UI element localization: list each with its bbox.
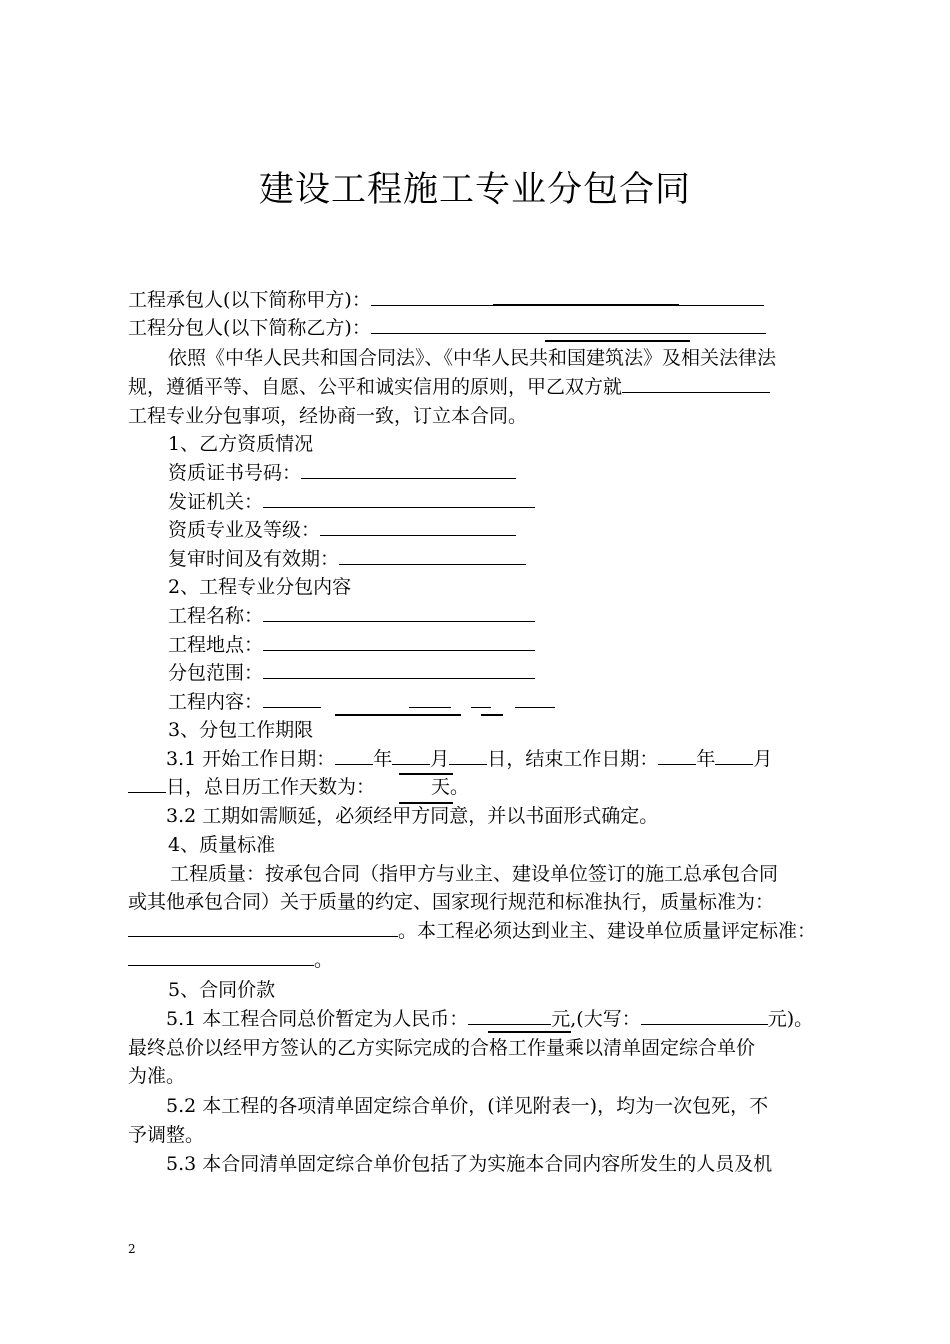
party-b-line <box>128 314 766 342</box>
end-year-unit: 年 <box>696 748 716 770</box>
project-name-blank[interactable] <box>622 374 770 393</box>
project-location-field[interactable] <box>263 632 535 651</box>
total-days-overline <box>399 773 453 775</box>
start-day-blank[interactable] <box>449 746 487 765</box>
unit-price-line-2: 予调整。 <box>128 1124 205 1146</box>
end-month-blank[interactable] <box>715 746 753 765</box>
intro-line-2 <box>128 373 770 401</box>
start-date-line <box>166 745 772 773</box>
extension-line: 3.2 工期如需顺延，必须经甲方同意，并以书面形式确定。 <box>166 805 659 827</box>
review-label: 复审时间及有效期： <box>168 548 340 570</box>
intro-line-3: 工程专业分包事项，经协商一致，订立本合同。 <box>128 405 528 427</box>
cert-no-line <box>168 459 516 487</box>
work-content-blank-2[interactable] <box>409 689 451 708</box>
content-overline-2 <box>481 714 503 716</box>
end-year-blank[interactable] <box>658 746 696 765</box>
document-title: 建设工程施工专业分包合同 <box>258 170 691 210</box>
party-a-blank[interactable] <box>371 287 493 306</box>
scope-line <box>168 659 535 687</box>
total-days-label: ，总日历工作天数为： <box>185 776 376 798</box>
quality-line-2: 或其他承包合同）关于质量的约定、国家现行规范和标准执行，质量标准为： <box>128 891 775 913</box>
section-1-heading: 1、乙方资质情况 <box>168 433 314 455</box>
intro-line-2-text: 规，遵循平等、自愿、公平和诚实信用的原则，甲乙双方就 <box>128 376 623 398</box>
start-month-unit: 月 <box>430 748 450 770</box>
project-location-line <box>168 631 535 659</box>
review-blank[interactable] <box>339 546 526 565</box>
section-2-heading: 2、工程专业分包内容 <box>168 576 352 598</box>
cert-no-blank[interactable] <box>301 460 516 479</box>
scope-label: 分包范围： <box>168 662 264 684</box>
project-name-line <box>168 602 535 630</box>
work-content-label: 工程内容： <box>168 691 264 713</box>
quality-line-4-end: 。 <box>314 949 334 971</box>
end-day-blank[interactable] <box>128 774 166 793</box>
party-b-label: 工程分包人(以下简称乙方)： <box>128 317 371 339</box>
project-name-field[interactable] <box>263 603 535 622</box>
work-content-blank-4[interactable] <box>515 689 555 708</box>
issuer-line <box>168 488 535 516</box>
quality-line-4 <box>128 946 333 974</box>
end-day-unit: 日 <box>166 776 186 798</box>
issuer-blank[interactable] <box>263 489 535 508</box>
section-3-heading: 3、分包工作期限 <box>168 719 314 741</box>
unit-price-scope-line: 5.3 本合同清单固定综合单价包括了为实施本合同内容所发生的人员及机 <box>166 1153 773 1175</box>
start-year-blank[interactable] <box>335 746 373 765</box>
end-month-unit: 月 <box>753 748 773 770</box>
specialty-blank[interactable] <box>320 517 516 536</box>
extension-overline <box>399 802 453 804</box>
price-line-2: 最终总价以经甲方签认的乙方实际完成的合格工作量乘以清单固定综合单价 <box>128 1037 756 1059</box>
review-line <box>168 545 526 573</box>
page-number: 2 <box>128 1242 136 1256</box>
party-a-blank-end[interactable] <box>679 287 764 306</box>
start-month-blank[interactable] <box>392 746 430 765</box>
specialty-label: 资质专业及等级： <box>168 519 321 541</box>
scope-field[interactable] <box>263 660 535 679</box>
work-content-blank-1[interactable] <box>263 689 321 708</box>
quality-standard-blank[interactable] <box>128 918 398 937</box>
section-5-heading: 5、合同价款 <box>168 979 276 1001</box>
unit-price-line-1: 5.2 本工程的各项清单固定综合单价，(详见附表一)，均为一次包死，不 <box>166 1095 769 1117</box>
price-amount-blank[interactable] <box>468 1006 551 1025</box>
specialty-line <box>168 516 516 544</box>
quality-line-1: 工程质量：按承包合同（指甲方与业主、建设单位签订的施工总承包合同 <box>170 863 779 885</box>
start-date-label: 3.1 开始工作日期： <box>166 748 336 770</box>
work-content-line <box>168 688 555 716</box>
cert-no-label: 资质证书号码： <box>168 462 302 484</box>
party-a-line <box>128 286 764 314</box>
intro-line-1: 依照《中华人民共和国合同法》、《中华人民共和国建筑法》及相关法律法 <box>168 347 777 369</box>
price-line-1 <box>166 1005 813 1033</box>
start-day-unit: 日 <box>487 748 507 770</box>
evaluation-standard-blank[interactable] <box>128 947 314 966</box>
price-words-blank[interactable] <box>641 1006 768 1025</box>
project-location-label: 工程地点： <box>168 634 264 656</box>
price-line-3: 为准。 <box>128 1065 186 1087</box>
total-days-unit: 天。 <box>431 776 470 798</box>
party-a-label: 工程承包人(以下简称甲方)： <box>128 289 371 311</box>
work-content-blank-3[interactable] <box>471 689 491 708</box>
project-name-label: 工程名称： <box>168 605 264 627</box>
price-overline <box>488 1031 571 1033</box>
price-end: 元)。 <box>767 1008 814 1030</box>
end-date-label: ，结束工作日期： <box>506 748 659 770</box>
party-b-blank-mid[interactable] <box>516 315 661 334</box>
party-b-blank[interactable] <box>371 315 516 334</box>
content-overline-1 <box>335 714 461 716</box>
quality-line-3 <box>128 917 816 945</box>
party-b-blank-end[interactable] <box>661 315 766 334</box>
price-mid: 元,(大写： <box>551 1008 641 1030</box>
start-year-unit: 年 <box>373 748 393 770</box>
section-4-heading: 4、质量标准 <box>168 834 276 856</box>
issuer-label: 发证机关： <box>168 491 264 513</box>
party-b-overline <box>545 340 690 342</box>
quality-line-3-text: 。本工程必须达到业主、建设单位质量评定标准： <box>398 920 817 942</box>
price-label: 5.1 本工程合同总价暂定为人民币： <box>166 1008 469 1030</box>
party-a-blank-bold[interactable] <box>493 286 679 306</box>
total-days-line <box>128 773 469 801</box>
